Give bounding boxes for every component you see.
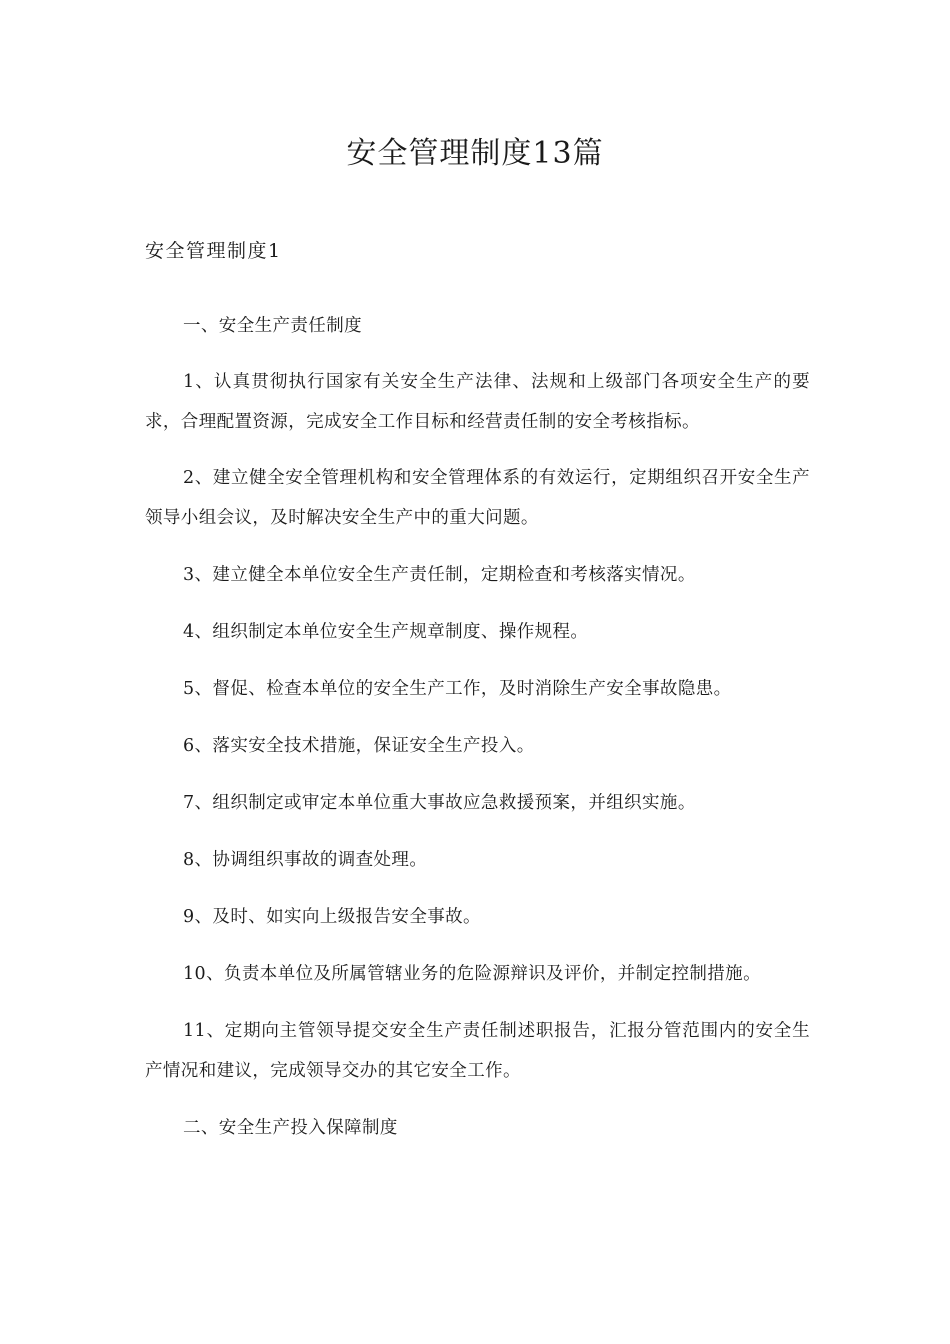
paragraph-item-11: 11、定期向主管领导提交安全生产责任制述职报告，汇报分管范围内的安全生产情况和建议，完成领导交办的其它安全工作。 [145, 1021, 810, 1081]
paragraph-item-4: 4、组织制定本单位安全生产规章制度、操作规程。 [183, 622, 589, 642]
heading-responsibility-system: 一、安全生产责任制度 [183, 316, 362, 336]
paragraph-item-10: 10、负责本单位及所属管辖业务的危险源辩识及评价，并制定控制措施。 [183, 964, 761, 984]
paragraph-item-5: 5、督促、检查本单位的安全生产工作，及时消除生产安全事故隐患。 [183, 679, 732, 699]
paragraph-item-9: 9、及时、如实向上级报告安全事故。 [183, 907, 481, 927]
paragraph-item-7: 7、组织制定或审定本单位重大事故应急救援预案，并组织实施。 [183, 793, 696, 813]
paragraph-item-1: 1、认真贯彻执行国家有关安全生产法律、法规和上级部门各项安全生产的要求，合理配置资源，完成安全工作目标和经营责任制的安全考核指标。 [145, 372, 810, 432]
paragraph-item-3: 3、建立健全本单位安全生产责任制，定期检查和考核落实情况。 [183, 565, 696, 585]
paragraph-item-8: 8、协调组织事故的调查处理。 [183, 850, 428, 870]
paragraph-item-6: 6、落实安全技术措施，保证安全生产投入。 [183, 736, 535, 756]
paragraph-item-2: 2、建立健全安全管理机构和安全管理体系的有效运行，定期组织召开安全生产领导小组会议，及时解决安全生产中的重大问题。 [145, 468, 810, 528]
section-title: 安全管理制度1 [145, 240, 282, 262]
heading-investment-guarantee: 二、安全生产投入保障制度 [183, 1118, 398, 1138]
document-title: 安全管理制度13篇 [346, 136, 604, 171]
